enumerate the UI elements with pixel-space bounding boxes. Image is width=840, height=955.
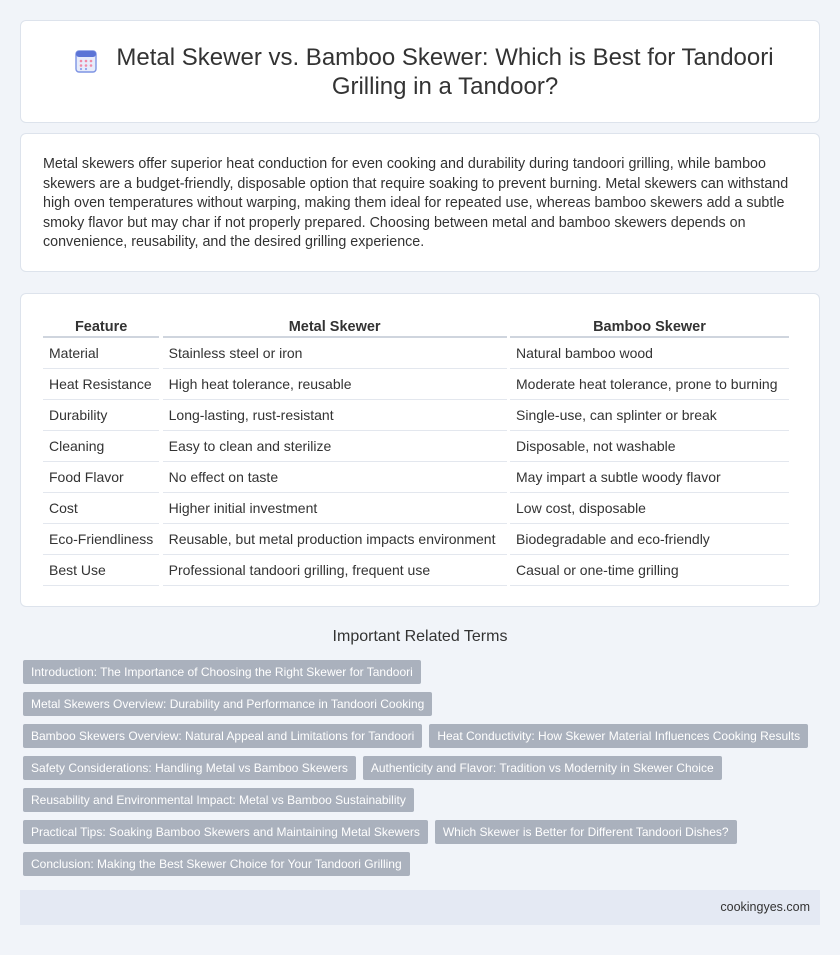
table-row bbox=[43, 431, 789, 462]
table-row bbox=[43, 462, 789, 493]
table-row bbox=[43, 400, 789, 431]
title-card bbox=[20, 20, 820, 123]
table-cell-bamboo: Disposable, not washable bbox=[510, 431, 789, 462]
table-cell-metal: Easy to clean and sterilize bbox=[163, 431, 507, 462]
related-term-tag[interactable]: Introduction: The Importance of Choosing the Right Skewer for Tandoori bbox=[23, 660, 421, 684]
table-cell-feature: Heat Resistance bbox=[43, 369, 159, 400]
summary-text: Metal skewers offer superior heat conduction for even cooking and durability during tandoori grilling, while bamboo skewers are a budget-friendly, disposable option that require soaking to prevent burning. Metal skewers can withstand high oven temperatures without warping, making them ideal for repeated use, whereas bamboo skewers add a subtle smoky flavor but may char if not properly prepared. Choosing between metal and bamboo skewers depends on convenience, reusability, and the desired grilling experience. bbox=[43, 156, 789, 250]
table-row bbox=[43, 338, 789, 369]
related-term-tag[interactable]: Bamboo Skewers Overview: Natural Appeal and Limitations for Tandoori bbox=[23, 724, 422, 748]
table-cell-metal: Long-lasting, rust-resistant bbox=[163, 400, 507, 431]
table-cell-feature: Cleaning bbox=[43, 431, 159, 462]
table-cell-bamboo: Natural bamboo wood bbox=[510, 338, 789, 369]
table-cell-feature: Eco-Friendliness bbox=[43, 524, 159, 555]
comparison-table bbox=[43, 316, 789, 586]
table-cell-metal: No effect on taste bbox=[163, 462, 507, 493]
table-row bbox=[43, 493, 789, 524]
comparison-card bbox=[20, 293, 820, 607]
table-cell-bamboo: Moderate heat tolerance, prone to burning bbox=[510, 369, 789, 400]
table-cell-bamboo: Biodegradable and eco-friendly bbox=[510, 524, 789, 555]
column-header: Feature bbox=[43, 316, 159, 338]
table-cell-bamboo: May impart a subtle woody flavor bbox=[510, 462, 789, 493]
table-cell-feature: Cost bbox=[43, 493, 159, 524]
table-row bbox=[43, 524, 789, 555]
table-cell-bamboo: Single-use, can splinter or break bbox=[510, 400, 789, 431]
table-cell-bamboo: Casual or one-time grilling bbox=[510, 555, 789, 586]
related-term-tag[interactable]: Safety Considerations: Handling Metal vs Bamboo Skewers bbox=[23, 756, 356, 780]
related-term-tag[interactable]: Heat Conductivity: How Skewer Material Influences Cooking Results bbox=[429, 724, 808, 748]
table-cell-bamboo: Low cost, disposable bbox=[510, 493, 789, 524]
column-header: Metal Skewer bbox=[163, 316, 507, 338]
related-term-tag[interactable]: Reusability and Environmental Impact: Metal vs Bamboo Sustainability bbox=[23, 788, 414, 812]
related-terms-heading: Important Related Terms bbox=[332, 628, 508, 645]
table-cell-feature: Best Use bbox=[43, 555, 159, 586]
table-cell-feature: Material bbox=[43, 338, 159, 369]
table-header-row bbox=[43, 316, 789, 338]
column-header: Bamboo Skewer bbox=[510, 316, 789, 338]
table-row bbox=[43, 555, 789, 586]
table-cell-metal: Higher initial investment bbox=[163, 493, 507, 524]
table-row bbox=[43, 369, 789, 400]
related-term-tag[interactable]: Authenticity and Flavor: Tradition vs Modernity in Skewer Choice bbox=[363, 756, 722, 780]
related-term-tag[interactable]: Which Skewer is Better for Different Tandoori Dishes? bbox=[435, 820, 737, 844]
related-term-tag[interactable]: Metal Skewers Overview: Durability and Performance in Tandoori Cooking bbox=[23, 692, 432, 716]
table-cell-metal: High heat tolerance, reusable bbox=[163, 369, 507, 400]
related-term-tag[interactable]: Conclusion: Making the Best Skewer Choice for Your Tandoori Grilling bbox=[23, 852, 410, 876]
table-cell-feature: Food Flavor bbox=[43, 462, 159, 493]
related-terms-list bbox=[23, 660, 823, 876]
summary-card bbox=[20, 133, 820, 272]
page-title: Metal Skewer vs. Bamboo Skewer: Which is Best for Tandoori Grilling in a Tandoor? bbox=[116, 44, 774, 100]
footer-site-link[interactable]: cookingyes.com bbox=[720, 900, 810, 914]
table-cell-metal: Stainless steel or iron bbox=[163, 338, 507, 369]
related-term-tag[interactable]: Practical Tips: Soaking Bamboo Skewers and Maintaining Metal Skewers bbox=[23, 820, 428, 844]
table-cell-feature: Durability bbox=[43, 400, 159, 431]
table-cell-metal: Reusable, but metal production impacts environment bbox=[163, 524, 507, 555]
table-cell-metal: Professional tandoori grilling, frequent use bbox=[163, 555, 507, 586]
footer bbox=[20, 890, 820, 925]
